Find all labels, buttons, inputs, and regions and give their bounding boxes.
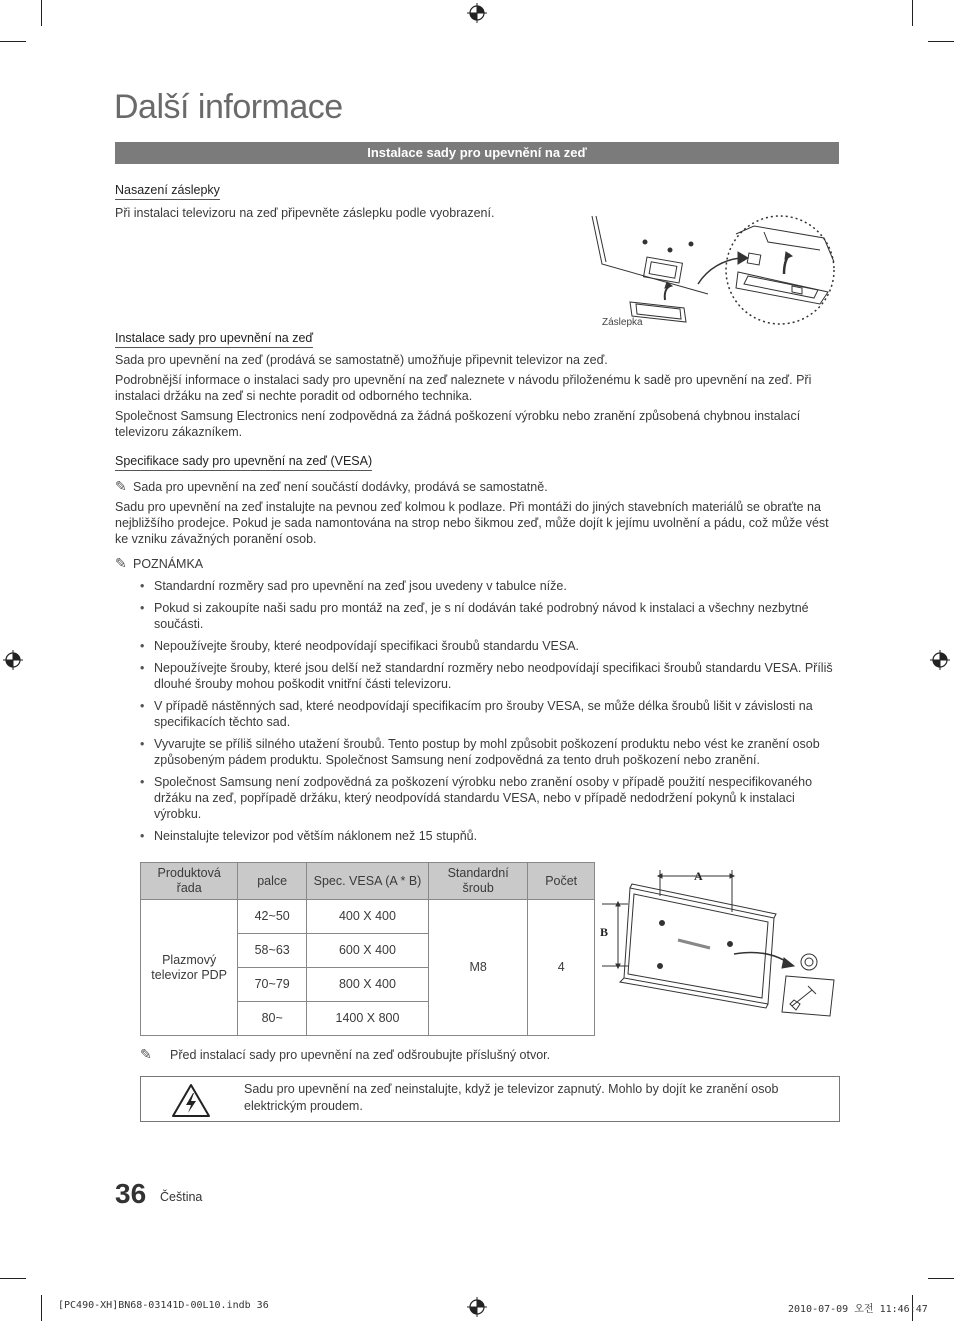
section-title-bar: Instalace sady pro upevnění na zeď [115,142,839,164]
crop-mark [41,0,42,26]
warning-box [140,1076,840,1122]
list-item: • Nepoužívejte šrouby, které neodpovídají specifikaci šroubů standardu VESA. [140,638,840,654]
table-cell: 58~63 [238,934,307,968]
table-cell-product: Plazmový televizor PDP [141,900,238,1036]
table-note-text: Před instalací sady pro upevnění na zeď odšroubujte příslušný otvor. [170,1048,551,1062]
crop-mark [928,1278,954,1279]
table-cell: 70~79 [238,968,307,1002]
table-header-row [141,863,595,900]
list-item: • Neinstalujte televizor pod větším náklonem než 15 stupňů. [140,828,840,844]
warning-text: Sadu pro upevnění na zeď neinstalujte, když je televizor zapnutý. Mohlo by dojít ke zranění osob elektrickým proudem. [244,1082,779,1113]
registration-mark-icon [467,3,487,23]
table-cell: 42~50 [238,900,307,934]
note-list [140,578,840,850]
table-header: Standardní šroub [428,863,527,900]
install-paragraph: Společnost Samsung Electronics není zodpovědná za žádná poškození výrobku nebo zranění způsobená chybnou instalací televizoru zákazníkem. [115,409,801,439]
registration-mark-icon [930,650,950,670]
table-cell: 80~ [238,1002,307,1036]
table-cell: 800 X 400 [307,968,429,1002]
registration-mark-icon [3,650,23,670]
table-row [141,900,595,934]
list-item: • Společnost Samsung není zodpovědná za poškození výrobku nebo zranění osoby v případě použití nespecifikovaného držáku na zeď, popřípadě držáku, který neodpovídá standardu VESA, nebo v případě nedodržení pokynů k instalaci výrobku. [140,774,840,822]
crop-mark [912,0,913,26]
crop-mark [41,1295,42,1321]
crop-mark [0,41,26,42]
spec-paragraph: Sadu pro upevnění na zeď instalujte na pevnou zeď kolmou k podlaze. Při montáži do jiných stavebních materiálů se obraťte na nejbližšího prodejce. Pokud je sada namontována na strop nebo šikmou zeď, může dojít k jejímu uvolnění a pádu, což může vést ke vzniku závažných poranění osob. [115,500,829,546]
dimension-label-b: B [600,925,609,939]
tv-back-vesa-figure [598,866,838,1032]
cap-heading: Nasazení záslepky [115,183,220,200]
table-header: palce [238,863,307,900]
table-cell: 600 X 400 [307,934,429,968]
install-paragraph: Sada pro upevnění na zeď (prodává se samostatně) umožňuje připevnit televizor na zeď. [115,353,608,367]
footer-date: 2010-07-09 오전 11:46:47 [788,1304,928,1315]
table-cell: 1400 X 800 [307,1002,429,1036]
spec-heading: Specifikace sady pro upevnění na zeď (VESA) [115,454,372,471]
note-pencil-icon: ✎ [115,478,127,494]
electric-shock-warning-icon [171,1083,211,1119]
footer-file-info: [PC490-XH]BN68-03141D-00L10.indb 36 [58,1300,269,1311]
crop-mark [928,41,954,42]
list-item: • V případě nástěnných sad, které neodpovídají specifikacím pro šrouby VESA, se může délka šroubů lišit v závislosti na specifikacích těchto sad. [140,698,840,730]
table-header: Počet [528,863,595,900]
table-cell-count: 4 [528,900,595,1036]
spec-note [115,478,839,495]
cap-text: Při instalaci televizoru na zeď připevněte záslepku podle vyobrazení. [115,206,495,220]
spec-note-text: Sada pro upevnění na zeď není součástí dodávky, prodává se samostatně. [133,480,548,494]
page-title: Další informace [114,88,343,126]
note-pencil-icon: ✎ [140,1046,152,1062]
table-header: Produktová řada [141,863,238,900]
page-language: Čeština [160,1190,203,1204]
cap-installation-figure [588,212,840,340]
install-paragraph: Podrobnější informace o instalaci sady pro upevnění na zeď naleznete v návodu přiloženému k sadě pro upevnění na zeď. Při instalaci držáku na zeď si nechte poradit od odborného technika. [115,373,812,403]
install-heading: Instalace sady pro upevnění na zeď [115,331,313,348]
table-cell-screw: M8 [428,900,527,1036]
dimension-label-a: A [694,869,703,883]
note-pencil-icon: ✎ [115,555,127,571]
list-item: • Nepoužívejte šrouby, které jsou delší než standardní rozměry nebo neodpovídají specifikaci šroubů standardu VESA. Příliš dlouhé šrouby mohou poškodit vnitřní části televizoru. [140,660,840,692]
crop-mark [0,1278,26,1279]
table-header: Spec. VESA (A * B) [307,863,429,900]
note-label: POZNÁMKA [133,557,204,571]
list-item: • Pokud si zakoupíte naši sadu pro montáž na zeď, je s ní dodáván také podrobný návod k instalaci a všechny nezbytné součásti. [140,600,840,632]
table-note [140,1046,840,1063]
note-heading [115,555,839,572]
vesa-spec-table [140,862,595,1036]
list-item: • Vyvarujte se příliš silného utažení šroubů. Tento postup by mohl způsobit poškození produktu nebo vést ke zranění osob způsobeným pádem produktu. Společnost Samsung není zodpovědná za tento druh poškození nebo zranění. [140,736,840,768]
cap-figure-label: Záslepka [602,317,643,328]
registration-mark-icon [467,1297,487,1317]
page-number: 36 [115,1178,147,1209]
list-item: • Standardní rozměry sad pro upevnění na zeď jsou uvedeny v tabulce níže. [140,578,840,594]
table-cell: 400 X 400 [307,900,429,934]
